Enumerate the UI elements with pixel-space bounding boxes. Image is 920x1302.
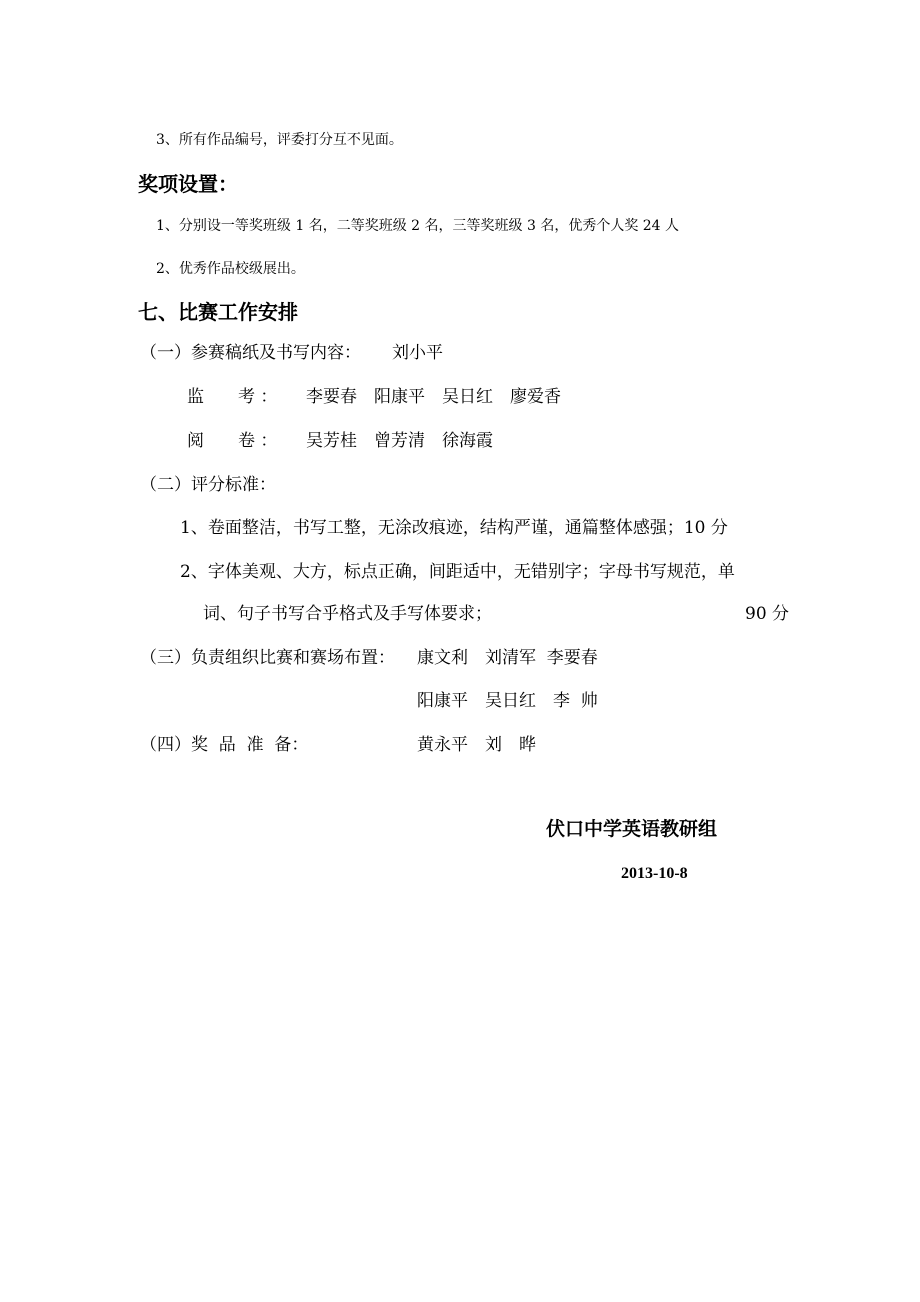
section-1-label: （一）参赛稿纸及书写内容： xyxy=(140,343,361,363)
section-4-people: 黄永平 刘 晔 xyxy=(417,735,536,755)
section-3-people-line-1: 康文利 刘清军 李要春 xyxy=(417,648,598,668)
grader-label: 阅 卷 ： xyxy=(187,431,278,451)
proctor-label: 监 考 ： xyxy=(187,387,278,407)
criterion-2-points: 90 分 xyxy=(745,604,790,624)
awards-item-1: 1、分别设一等奖班级 1 名，二等奖班级 2 名，三等奖班级 3 名，优秀个人奖 24 人 xyxy=(156,218,680,234)
proctor-names: 李要春 阳康平 吴日红 廖爱香 xyxy=(306,387,561,407)
section-4-label: （四）奖 品 准 备： xyxy=(140,735,309,755)
criterion-2-line-1: 2、字体美观、大方，标点正确，间距适中，无错别字；字母书写规范，单 xyxy=(180,562,735,582)
grader-names: 吴芳桂 曾芳清 徐海霞 xyxy=(306,431,493,451)
signature-date: 2013-10-8 xyxy=(621,865,688,882)
judging-item-3: 3、所有作品编号，评委打分互不见面。 xyxy=(156,132,403,148)
criterion-2-line-2: 词、句子书写合乎格式及手写体要求； xyxy=(203,604,492,624)
awards-heading: 奖项设置： xyxy=(138,172,238,196)
arrangement-heading: 七、比赛工作安排 xyxy=(138,300,298,324)
signature-org: 伏口中学英语教研组 xyxy=(546,818,718,840)
section-2-label: （二）评分标准： xyxy=(140,475,276,495)
awards-item-2: 2、优秀作品校级展出。 xyxy=(156,261,305,277)
section-3-label: （三）负责组织比赛和赛场布置： xyxy=(140,648,395,668)
criterion-1: 1、卷面整洁，书写工整，无涂改痕迹，结构严谨，通篇整体感强；10 分 xyxy=(180,518,728,538)
section-3-people-line-2: 阳康平 吴日红 李 帅 xyxy=(417,691,598,711)
section-1-person: 刘小平 xyxy=(392,343,443,363)
